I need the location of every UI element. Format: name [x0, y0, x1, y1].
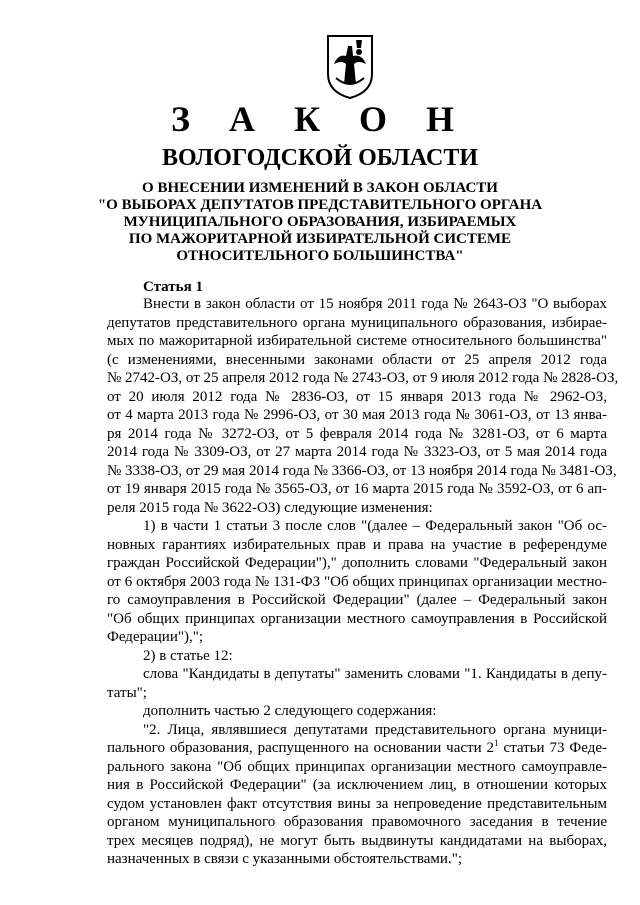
text-line: судом установлен факт отсутствия вины за непроведение представительным: [107, 795, 607, 812]
text-line: депутатов представительного органа муниципального образования, избирае-: [107, 314, 607, 331]
text-line: назначенных в связи с указанными обстоятельствами.";: [107, 851, 462, 867]
text-line: 1) в части 1 статьи 3 после слов "(далее – Федеральный закон "Об ос-: [143, 518, 607, 534]
region-title: ВОЛОГОДСКОЙ ОБЛАСТИ: [161, 145, 479, 171]
subtitle-line: ПО МАЖОРИТАРНОЙ ИЗБИРАТЕЛЬНОЙ СИСТЕМЕ: [128, 231, 512, 247]
text-line: рального закона "Об общих принципах организации местного самоуправле-: [107, 758, 607, 775]
text-line: от 6 октября 2003 года № 131-ФЗ "Об общих принципах организации местно-: [107, 573, 607, 590]
text-line: Внести в закон области от 15 ноября 2011 года № 2643-ОЗ "О выборах: [143, 296, 607, 312]
text-line: трех месяцев подряд), не могут быть выдвинуты кандидатами на выборах,: [107, 832, 607, 849]
subtitle-line: "О ВЫБОРАХ ДЕПУТАТОВ ПРЕДСТАВИТЕЛЬНОГО ОРГАНА: [97, 197, 543, 213]
text-line: "Об общих принципах организации местного самоуправления в Российской: [107, 610, 607, 627]
text-line: "2. Лица, являвшиеся депутатами представительного органа муници-: [143, 721, 607, 738]
text-line: № 3338-ОЗ, от 29 мая 2014 года № 3366-ОЗ, от 13 ноября 2014 года № 3481-ОЗ,: [107, 462, 617, 479]
coat-of-arms-emblem: [326, 34, 374, 100]
document-title: З А К О Н: [170, 99, 470, 139]
text-fragment: пального образования, распущенного на основании части 2: [107, 740, 495, 756]
article-body: [107, 295, 619, 869]
text-line: таты";: [107, 684, 147, 701]
text-line: от 19 января 2015 года № 3565-ОЗ, от 16 марта 2015 года № 3592-ОЗ, от 6 ап-: [107, 481, 607, 497]
text-line: граждан Российской Федерации")," дополнить словами "Федеральный закон: [107, 555, 607, 571]
subtitle-line: ОТНОСИТЕЛЬНОГО БОЛЬШИНСТВА": [176, 248, 464, 264]
text-line: от 4 марта 2013 года № 2996-ОЗ, от 30 мая 2013 года № 3061-ОЗ, от 13 янва-: [107, 407, 607, 423]
text-line: [107, 739, 607, 758]
text-line: мых по мажоритарной избирательной системе относительного большинства": [107, 333, 607, 349]
subtitle-line: О ВНЕСЕНИИ ИЗМЕНЕНИЙ В ЗАКОН ОБЛАСТИ: [142, 180, 498, 196]
text-line: 2014 года № 3309-ОЗ, от 27 марта 2014 года № 3323-ОЗ, от 5 мая 2014 года: [107, 444, 607, 460]
text-line: органом муниципального образования правомочного заседания в течение: [107, 814, 607, 830]
text-line: № 2742-ОЗ, от 25 апреля 2012 года № 2743-ОЗ, от 9 июля 2012 года № 2828-ОЗ,: [107, 370, 619, 386]
text-line: 2) в статье 12:: [143, 647, 233, 664]
law-subtitle: [80, 180, 560, 265]
text-line: слова "Кандидаты в депутаты" заменить словами "1. Кандидаты в депу-: [143, 666, 607, 682]
text-fragment: статьи 73 Феде-: [498, 740, 607, 756]
text-line: го самоуправления в Российской Федерации" (далее – Федеральный закон: [107, 592, 607, 608]
superscript-number: 1: [494, 738, 499, 748]
text-line: новных гарантиях избирательных прав и права на участие в референдуме: [107, 536, 607, 553]
text-line: (с изменениями, внесенными законами области от 25 апреля 2012 года: [107, 351, 607, 368]
text-line: Федерации"),";: [107, 629, 203, 645]
article-heading: Статья 1: [143, 279, 203, 295]
text-line: ря 2014 года № 3272-ОЗ, от 5 февраля 2014 года № 3281-ОЗ, от 6 марта: [107, 425, 607, 442]
text-line: реля 2015 года № 3622-ОЗ) следующие изменения:: [107, 499, 433, 516]
text-line: дополнить частью 2 следующего содержания:: [143, 703, 437, 719]
subtitle-line: МУНИЦИПАЛЬНОГО ОБРАЗОВАНИЯ, ИЗБИРАЕМЫХ: [123, 214, 517, 230]
text-line: ния в Российской Федерации" (за исключением лиц, в отношении которых: [107, 777, 607, 793]
text-line: от 20 июля 2012 года № 2836-ОЗ, от 15 января 2013 года № 2962-ОЗ,: [107, 388, 607, 405]
